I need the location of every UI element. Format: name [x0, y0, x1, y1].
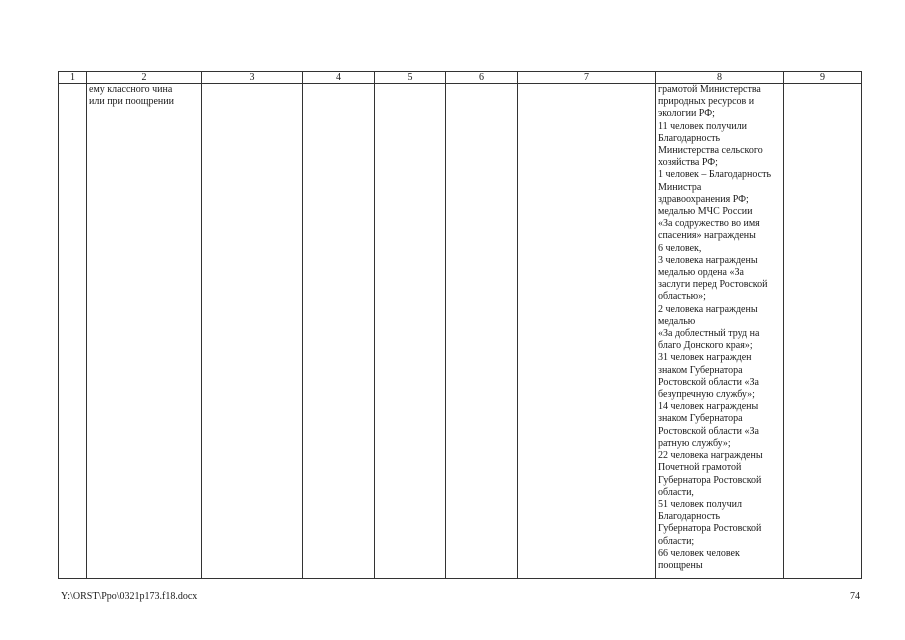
col-header-5: 5	[375, 72, 446, 84]
cell-text-line: области,	[658, 486, 694, 498]
col-header-1: 1	[59, 72, 87, 84]
cell-text-line: поощрены	[658, 559, 703, 571]
cell-text-line: знаком Губернатора	[658, 364, 743, 376]
cell-text-line: Благодарность	[658, 132, 721, 144]
cell-col-2	[87, 84, 202, 579]
cell-col-3	[202, 84, 303, 579]
cell-text-line: 2 человека награждены	[658, 303, 758, 315]
cell-col-5	[375, 84, 446, 579]
cell-text-line: 22 человека награждены	[658, 450, 763, 462]
cell-text-line: «За доблестный труд на	[658, 328, 760, 340]
cell-text-line: ему классного чина	[89, 84, 173, 95]
cell-col-8	[656, 84, 784, 579]
cell-text-line: Министра	[658, 181, 702, 193]
cell-col-9	[784, 84, 862, 579]
cell-text-line: Благодарность	[658, 511, 721, 523]
cell-text-line: 11 человек получили	[658, 120, 747, 132]
footer-file-path: Y:\ORST\Ppo\0321p173.f18.docx	[61, 591, 198, 602]
cell-text-line: «За содружество во имя	[658, 218, 760, 230]
page-number: 74	[850, 591, 860, 602]
table-row	[59, 84, 862, 579]
col-header-6: 6	[446, 72, 518, 84]
cell-text-line: Губернатора Ростовской	[658, 523, 762, 535]
col-header-3: 3	[202, 72, 303, 84]
cell-text-line: медалью	[658, 315, 696, 327]
col-header-9: 9	[784, 72, 862, 84]
col-header-2: 2	[87, 72, 202, 84]
cell-text-line: медалью ордена «За	[658, 267, 744, 279]
cell-text-line: 51 человек получил	[658, 498, 742, 510]
cell-text-line: областью»;	[658, 291, 706, 303]
cell-text-line: природных ресурсов и	[658, 96, 755, 108]
cell-col-7	[518, 84, 656, 579]
header-row	[59, 72, 862, 84]
cell-text-line: Министерства сельского	[658, 145, 763, 157]
cell-text-line: Ростовской области «За	[658, 425, 759, 437]
cell-text-line: 66 человек человек	[658, 547, 740, 559]
cell-text-line: ратную службу»;	[658, 437, 731, 449]
cell-text-line: благо Донского края»;	[658, 340, 753, 352]
col-header-4: 4	[303, 72, 375, 84]
cell-text-line: 6 человек,	[658, 242, 702, 254]
cell-text-line: медалью МЧС России	[658, 206, 753, 218]
cell-text-line: экологии РФ;	[658, 108, 715, 120]
cell-text-line: знаком Губернатора	[658, 413, 743, 425]
cell-text-line: 31 человек награжден	[658, 352, 752, 364]
cell-text-line: грамотой Министерства	[658, 84, 761, 95]
cell-text-line: Почетной грамотой	[658, 462, 742, 474]
cell-col-4	[303, 84, 375, 579]
cell-col-1	[59, 84, 87, 579]
cell-text-line: или при поощрении	[89, 96, 174, 108]
cell-text-line: здравоохранения РФ;	[658, 193, 749, 205]
document-table	[58, 71, 862, 579]
cell-text-line: безупречную службу»;	[658, 389, 755, 401]
cell-text-line: 14 человек награждены	[658, 401, 759, 413]
col-header-8: 8	[656, 72, 784, 84]
cell-text-line: Ростовской области «За	[658, 376, 759, 388]
cell-text-line: хозяйства РФ;	[658, 157, 718, 169]
cell-text-line: 3 человека награждены	[658, 254, 758, 266]
cell-text-line: заслуги перед Ростовской	[658, 279, 768, 291]
cell-text-line: Губернатора Ростовской	[658, 474, 762, 486]
cell-text-line: области;	[658, 535, 695, 547]
col-header-7: 7	[518, 72, 656, 84]
cell-text-line: спасения» награждены	[658, 230, 756, 242]
cell-text-line: 1 человек – Благодарность	[658, 169, 772, 181]
cell-col-6	[446, 84, 518, 579]
